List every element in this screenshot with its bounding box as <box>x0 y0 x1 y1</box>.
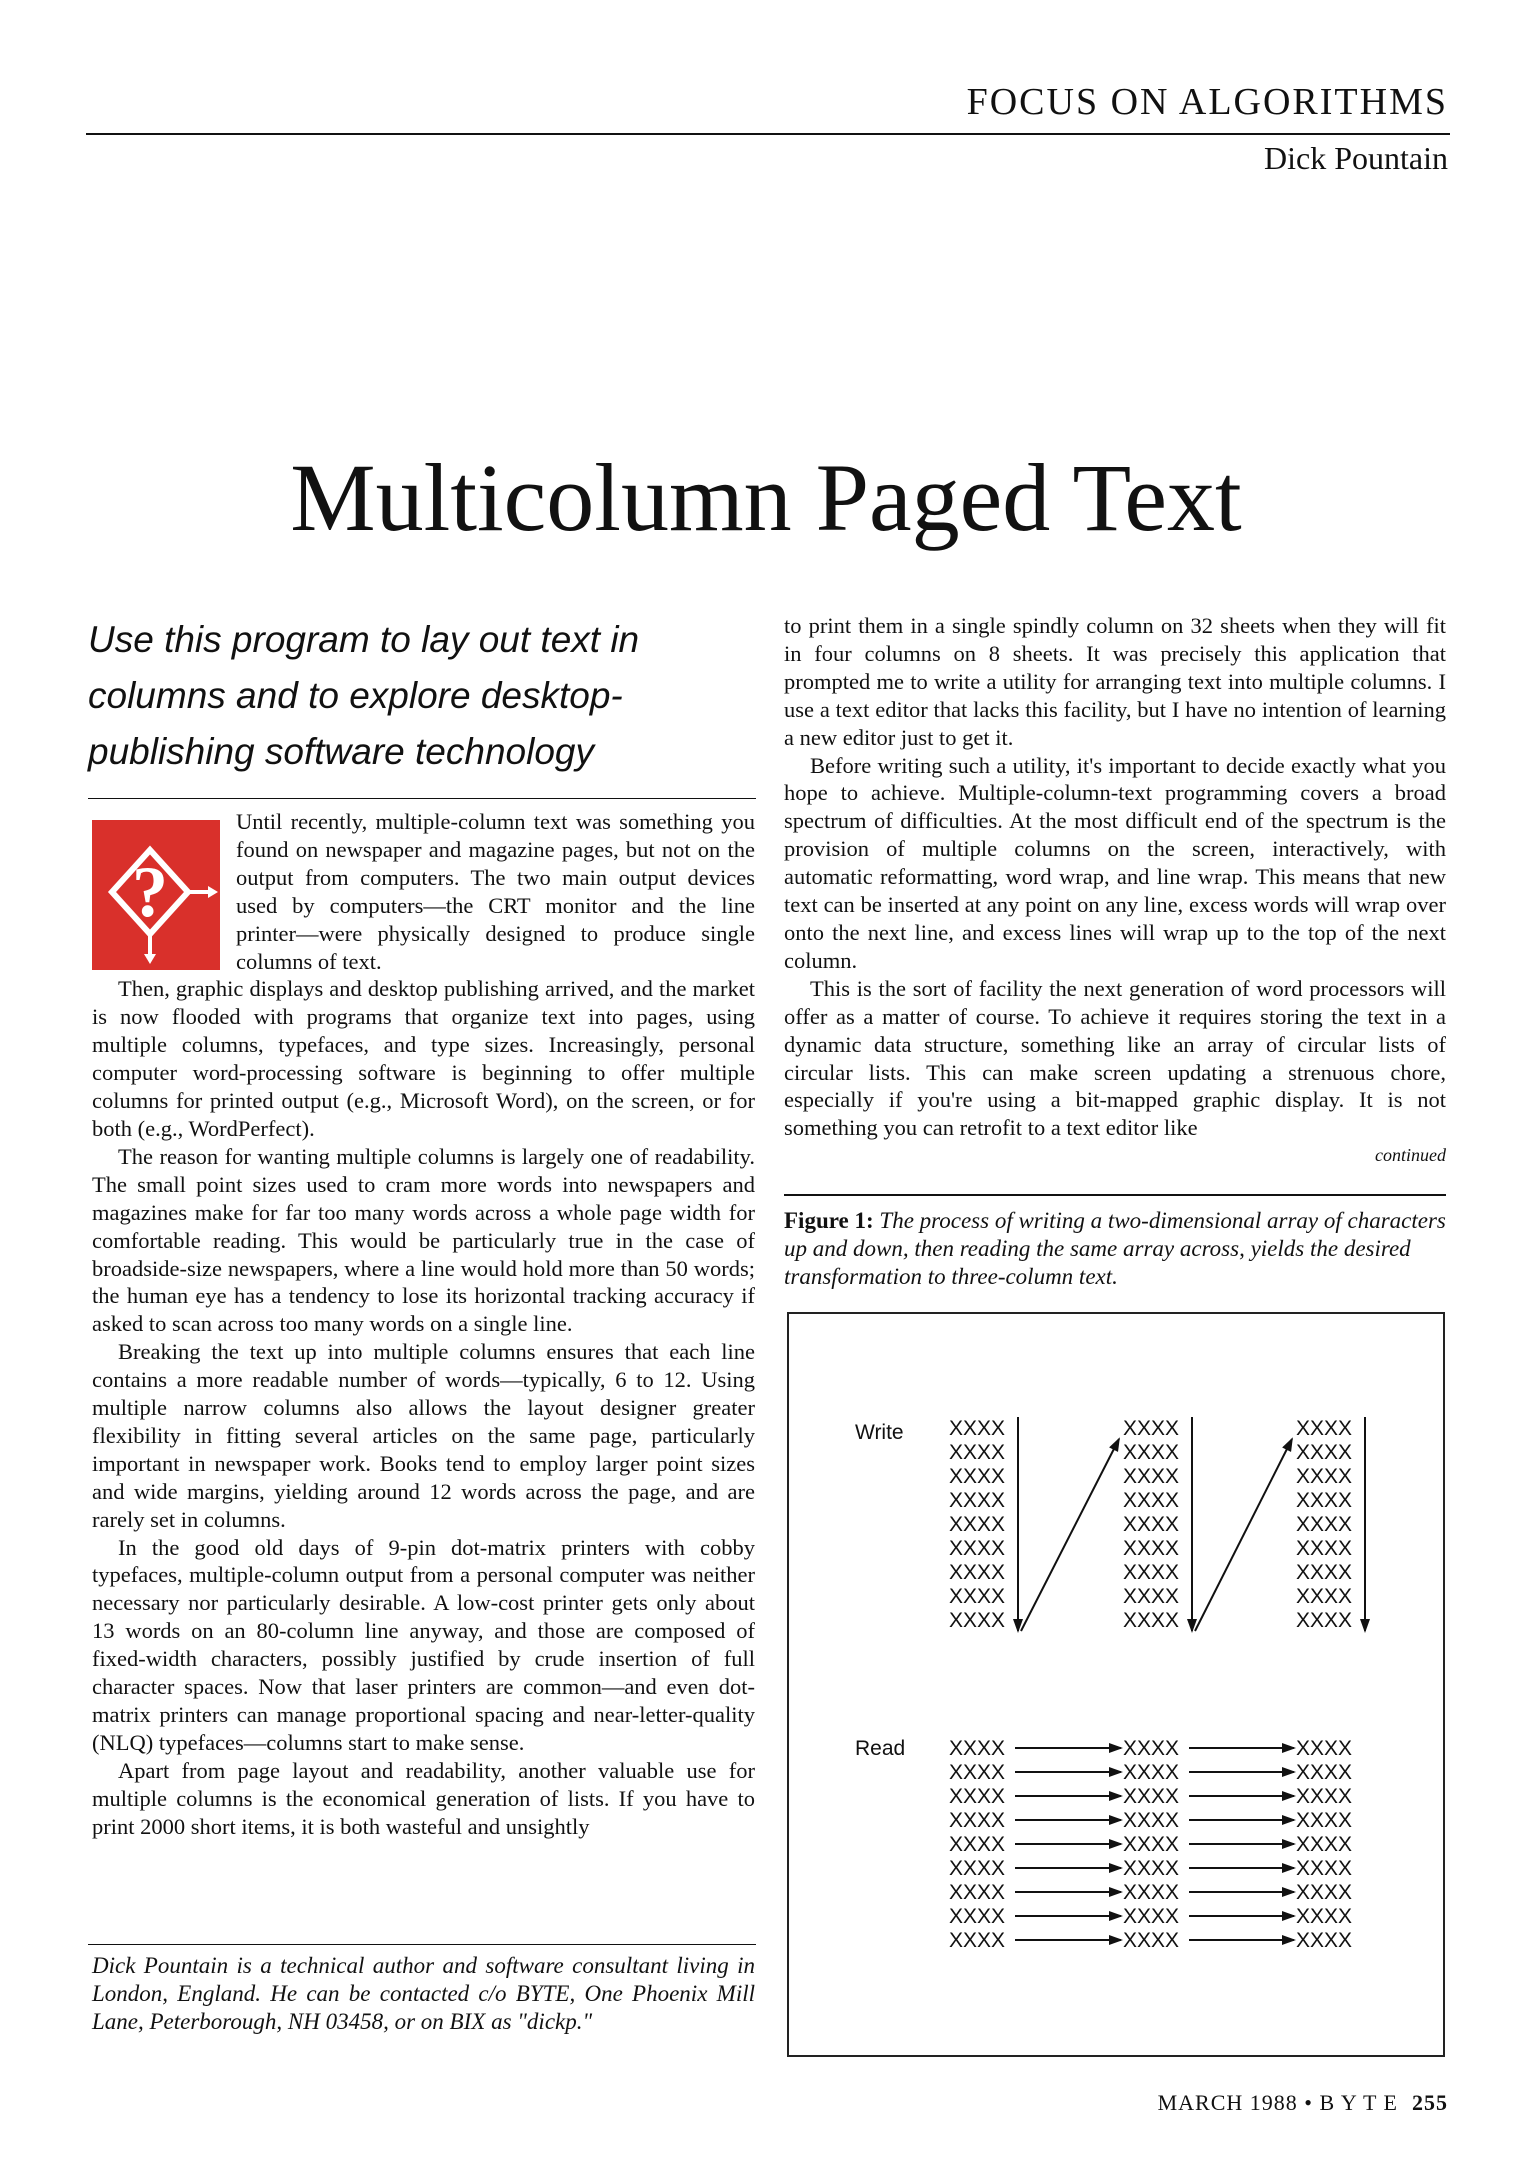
continued-label: continued <box>1375 1145 1446 1166</box>
right-paragraph-1: to print them in a single spindly column on 32 sheets when they will fit in four columns on 8 sheets. It was precisely this application that prompted me to write a utility for arranging text into multiple columns. I use a text editor that lacks this facility, but I have no intention of learning a new editor just to get it. <box>784 613 1446 750</box>
write-cell: XXXX <box>1123 1489 1180 1512</box>
read-cell: XXXX <box>1296 1761 1353 1784</box>
svg-text:?: ? <box>132 852 168 932</box>
write-cell: XXXX <box>1296 1465 1353 1488</box>
page-footer <box>1158 2090 1448 2116</box>
read-cell: XXXX <box>949 1905 1006 1928</box>
read-cell: XXXX <box>1296 1905 1353 1928</box>
write-cell: XXXX <box>949 1609 1006 1632</box>
author-name: Dick Pountain <box>1264 140 1448 176</box>
read-cell: XXXX <box>1123 1905 1180 1928</box>
read-cell: XXXX <box>949 1857 1006 1880</box>
write-cell: XXXX <box>949 1585 1006 1608</box>
write-cell: XXXX <box>1123 1561 1180 1584</box>
figure-caption <box>784 1207 1446 1291</box>
read-cell: XXXX <box>949 1929 1006 1952</box>
left-paragraph-1: Until recently, multiple-column text was something you found on newspaper and magazine pages, but not on the output from computers. The two main output devices used by computers—the CRT monitor and the line printer—were physically designed to produce single columns of text. <box>236 809 755 974</box>
read-cell: XXXX <box>1296 1929 1353 1952</box>
author-rule <box>88 1944 756 1945</box>
right-paragraph-3: This is the sort of facility the next generation of word processors will offer as a matter of course. To achieve it requires storing the text in a dynamic data structure, something like an array of circular lists of circular lists. This can make screen updating a strenuous chore, especially if you're using a bit-mapped graphic display. It is not something you can retrofit to a text editor like <box>784 975 1446 1141</box>
read-cell: XXXX <box>949 1761 1006 1784</box>
write-cell: XXXX <box>1296 1417 1353 1440</box>
left-paragraph-3: The reason for wanting multiple columns is largely one of readability. The small point sizes used to cram more words into newspapers and magazines make for far too many words across a whole page width for comfortable reading. This would be particularly true in the case of broadside-size newspapers, where a line would hold more than 50 words; the human eye has a tendency to lose its horizontal tracking accuracy if asked to scan across too many words on a single line. <box>92 1143 755 1337</box>
write-cell: XXXX <box>1296 1537 1353 1560</box>
read-label: Read <box>855 1737 906 1760</box>
write-cell: XXXX <box>1123 1537 1180 1560</box>
page-number: 255 <box>1412 2090 1448 2115</box>
figure-label: Figure 1: <box>784 1208 874 1233</box>
read-cell: XXXX <box>1296 1857 1353 1880</box>
read-cell: XXXX <box>949 1785 1006 1808</box>
write-label: Write <box>855 1421 904 1444</box>
header-rule <box>86 133 1450 135</box>
figure-caption-text: The process of writing a two-dimensional array of characters up and down, then reading the same array across, yields the desired transformation to three-column text. <box>784 1208 1446 1289</box>
write-cell: XXXX <box>1123 1441 1180 1464</box>
write-cell: XXXX <box>1296 1561 1353 1584</box>
right-column <box>784 612 1446 1168</box>
read-cell: XXXX <box>1296 1881 1353 1904</box>
read-cell: XXXX <box>949 1833 1006 1856</box>
read-cell: XXXX <box>1296 1785 1353 1808</box>
read-cell: XXXX <box>1123 1761 1180 1784</box>
write-cell: XXXX <box>1296 1585 1353 1608</box>
right-paragraph-2: Before writing such a utility, it's important to decide exactly what you hope to achieve. Multiple-column-text programming covers a broad spectrum of difficulties. At the most difficult end of the spectrum is the provision of multiple columns on the screen, interactively, with automatic reformatting, word wrap, and line wrap. This means that new text can be inserted at any point on any line, excess words will wrap over onto the next line, and excess lines will wrap up to the top of the next column. <box>784 752 1446 973</box>
question-mark-diamond-icon <box>92 820 220 970</box>
figure-svg <box>789 1314 1443 2055</box>
article-deck: Use this program to lay out text in columns and to explore desktop-publishing software technology <box>88 619 640 772</box>
read-cell: XXXX <box>1123 1737 1180 1760</box>
section-title: FOCUS ON ALGORITHMS <box>966 81 1448 123</box>
read-cell: XXXX <box>1123 1857 1180 1880</box>
write-cell: XXXX <box>1296 1513 1353 1536</box>
write-cell: XXXX <box>949 1561 1006 1584</box>
read-cell: XXXX <box>1123 1881 1180 1904</box>
read-cell: XXXX <box>949 1881 1006 1904</box>
write-cell: XXXX <box>1296 1609 1353 1632</box>
write-cell: XXXX <box>949 1417 1006 1440</box>
left-paragraph-5: In the good old days of 9-pin dot-matrix printers with cobby typefaces, multiple-column output from a personal computer was neither necessary nor particularly desirable. A low-cost printer gets only about 13 words on an 80-column line anyway, and those are composed of fixed-width characters, possibly justified by crude insertion of full character spaces. Now that laser printers are common—and even dot-matrix printers can manage proportional spacing and near-letter-quality (NLQ) typefaces—columns start to make sense. <box>92 1534 755 1755</box>
write-cell: XXXX <box>949 1537 1006 1560</box>
left-paragraph-6: Apart from page layout and readability, another valuable use for multiple columns is the economical generation of lists. If you have to print 2000 short items, it is both wasteful and unsightly <box>92 1757 755 1839</box>
read-cell: XXXX <box>1123 1833 1180 1856</box>
read-cell: XXXX <box>1123 1809 1180 1832</box>
diagonal-arrow <box>1195 1439 1292 1631</box>
write-cell: XXXX <box>1123 1417 1180 1440</box>
read-cell: XXXX <box>949 1737 1006 1760</box>
write-cell: XXXX <box>1123 1585 1180 1608</box>
deck-rule <box>88 798 756 799</box>
write-cell: XXXX <box>1123 1513 1180 1536</box>
write-grid <box>949 1417 1365 1632</box>
read-cell: XXXX <box>1296 1737 1353 1760</box>
read-cell: XXXX <box>1123 1929 1180 1952</box>
figure-diagram <box>787 1312 1445 2057</box>
write-cell: XXXX <box>1296 1489 1353 1512</box>
write-cell: XXXX <box>949 1489 1006 1512</box>
left-paragraph-2: Then, graphic displays and desktop publishing arrived, and the market is now flooded with programs that organize text into pages, using multiple columns, typefaces, and type sizes. Increasingly, personal computer word-processing software is beginning to offer multiple columns for printed output (e.g., Microsoft Word), on the screen, or for both (e.g., WordPerfect). <box>92 976 755 1141</box>
write-cell: XXXX <box>949 1513 1006 1536</box>
left-column <box>92 808 755 1841</box>
figure-rule <box>784 1194 1446 1196</box>
write-cell: XXXX <box>1123 1609 1180 1632</box>
read-cell: XXXX <box>1296 1833 1353 1856</box>
left-paragraph-4: Breaking the text up into multiple columns ensures that each line contains a more readable number of words—typically, 6 to 12. Using multiple narrow columns also allows the layout designer greater flexibility in fitting several articles on the same page, particularly important in newspaper work. Books tend to employ larger point sizes and wide margins, yielding around 12 words across the page, and are rarely set in columns. <box>92 1339 755 1532</box>
issue-line: MARCH 1988 • B Y T E <box>1157 2090 1398 2115</box>
write-cell: XXXX <box>1123 1465 1180 1488</box>
write-cell: XXXX <box>1296 1441 1353 1464</box>
diagonal-arrow <box>1021 1439 1119 1631</box>
article-title: Multicolumn Paged Text <box>290 444 1242 551</box>
read-grid <box>949 1737 1352 1952</box>
read-cell: XXXX <box>1123 1785 1180 1808</box>
write-cell: XXXX <box>949 1441 1006 1464</box>
read-cell: XXXX <box>949 1809 1006 1832</box>
write-cell: XXXX <box>949 1465 1006 1488</box>
author-bio: Dick Pountain is a technical author and software consultant living in London, England. He can be contacted c/o BYTE, One Phoenix Mill Lane, Peterborough, NH 03458, or on BIX as "dickp." <box>92 1953 755 2034</box>
read-cell: XXXX <box>1296 1809 1353 1832</box>
